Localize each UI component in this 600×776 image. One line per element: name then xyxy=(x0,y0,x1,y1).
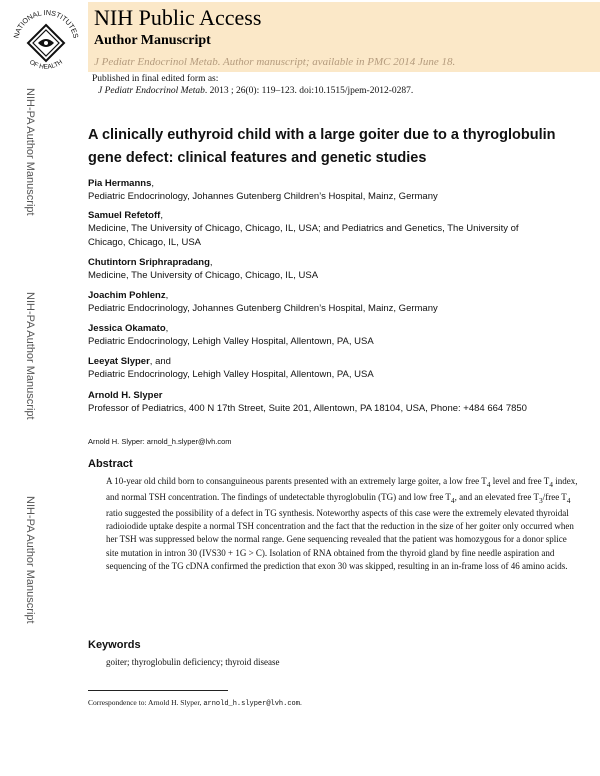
abstract-segment: level and free T xyxy=(490,476,550,486)
abstract-heading: Abstract xyxy=(88,458,133,470)
author-affiliation: Professor of Pediatrics, 400 N 17th Street, Suite 201, Allentown, PA 18104, USA, Phone: +484 664 7850 xyxy=(88,403,527,414)
published-label: Published in final edited form as: xyxy=(92,74,219,84)
side-watermark: NIH-PA Author Manuscript xyxy=(24,496,36,624)
author-entry xyxy=(88,210,558,250)
banner-subtitle: Author Manuscript xyxy=(94,33,211,48)
author-entry xyxy=(88,178,558,204)
author-affiliation: Pediatric Endocrinology, Lehigh Valley Hospital, Allentown, PA, USA xyxy=(88,369,374,380)
author-name: Jessica Okamato xyxy=(88,323,166,334)
logo-text-bottom: OF HEALTH xyxy=(28,58,64,71)
author-entry xyxy=(88,257,558,283)
footnote-divider xyxy=(88,690,228,691)
banner-title: NIH Public Access xyxy=(94,5,262,30)
abstract-subscript: 4 xyxy=(450,495,455,505)
article-title: A clinically euthyroid child with a large goiter due to a thyroglobulin gene defect: clinical features and genetic studies xyxy=(88,127,556,166)
abstract-segment: ratio suggested the possibility of a defect in TG synthesis. Noteworthy aspects of this case were the extremely elevated thyroidal radioiodide uptake despite a normal TSH concentration and the fact that the reduction in the size of her goiter only occurred when her TSH was suppressed below the normal range. Gene sequencing revealed that the patient was homozygous for a donor splice site mutation in intron 30 (IVS30 + 1G > C). Isolation of RNA obtained from the thyroid gland by fine needle aspiration and sequencing of the TG cDNA confirmed the prediction that exon 30 was skipped, resulting in an in-frame loss of 46 amino acids. xyxy=(106,508,574,571)
correspondence-email-link[interactable]: arnold_h.slyper@lvh.com xyxy=(203,700,300,708)
author-name: Leeyat Slyper xyxy=(88,356,150,367)
side-watermark: NIH-PA Author Manuscript xyxy=(24,292,36,420)
author-affiliation: Pediatric Endocrinology, Johannes Gutenberg Children’s Hospital, Mainz, Germany xyxy=(88,303,438,314)
banner-citation: J Pediatr Endocrinol Metab. Author manuscript; available in PMC 2014 June 18. xyxy=(94,56,456,68)
author-affiliation: Pediatric Endocrinology, Johannes Gutenberg Children’s Hospital, Mainz, Germany xyxy=(88,191,438,202)
side-watermark: NIH-PA Author Manuscript xyxy=(24,88,36,216)
author-affiliation: Medicine, The University of Chicago, Chicago, IL, USA xyxy=(88,270,319,281)
author-affiliation: Medicine, The University of Chicago, Chicago, IL, USA; and Pediatrics and Genetics, The University of Chicago, Chicago, IL, USA xyxy=(88,223,519,248)
nih-banner xyxy=(88,2,600,72)
author-name: Arnold H. Slyper xyxy=(88,390,163,401)
keywords-heading: Keywords xyxy=(88,639,141,651)
abstract-segment: index, and normal TSH concentration. The findings of undetectable thyroglobulin (TG) and low free T xyxy=(106,476,578,502)
author-separator: , xyxy=(165,323,169,334)
author-affiliation: Pediatric Endocrinology, Lehigh Valley Hospital, Allentown, PA, USA xyxy=(88,336,374,347)
author-name: Chutintorn Sriphrapradang xyxy=(88,257,210,268)
seal-emblem-icon xyxy=(28,25,64,61)
journal-name: J Pediatr Endocrinol Metab xyxy=(98,86,205,96)
publication-details: . 2013 ; 26(0): 119–123. doi:10.1515/jpem-2012-0287. xyxy=(204,86,414,96)
author-separator: , xyxy=(151,178,155,189)
correspondence-end: . xyxy=(299,698,302,707)
author-email-line: Arnold H. Slyper: arnold_h.slyper@lvh.com xyxy=(88,437,232,446)
author-entry xyxy=(88,323,558,349)
abstract-subscript: 3 xyxy=(538,495,543,505)
publication-citation xyxy=(98,86,413,96)
correspondence-footnote xyxy=(88,698,302,708)
abstract-subscript: 4 xyxy=(566,495,571,505)
abstract-segment: A 10-year old child born to consanguineous parents presented with an extremely large goiter, a low free T xyxy=(106,476,487,486)
correspondence-label: Correspondence to: Arnold H. Slyper, xyxy=(88,698,204,707)
abstract-segment: /free T xyxy=(542,492,567,502)
author-name: Joachim Pohlenz xyxy=(88,290,166,301)
author-separator: , xyxy=(165,290,169,301)
author-name: Pia Hermanns xyxy=(88,178,152,189)
nih-seal-logo xyxy=(8,5,84,75)
logo-text-top: NATIONAL INSTITUTES xyxy=(11,7,81,40)
author-entry xyxy=(88,356,558,382)
abstract-segment: , and an elevated free T xyxy=(454,492,539,502)
author-entry xyxy=(88,390,558,416)
keywords-list: goiter; thyroglobulin deficiency; thyroid disease xyxy=(106,657,280,667)
author-separator: , xyxy=(209,257,213,268)
abstract-subscript: 4 xyxy=(486,479,491,489)
abstract-text xyxy=(106,475,580,573)
author-separator: , and xyxy=(149,356,171,367)
author-name: Samuel Refetoff xyxy=(88,210,161,221)
author-separator: , xyxy=(160,210,163,221)
author-entry xyxy=(88,290,558,316)
abstract-subscript: 4 xyxy=(549,479,554,489)
